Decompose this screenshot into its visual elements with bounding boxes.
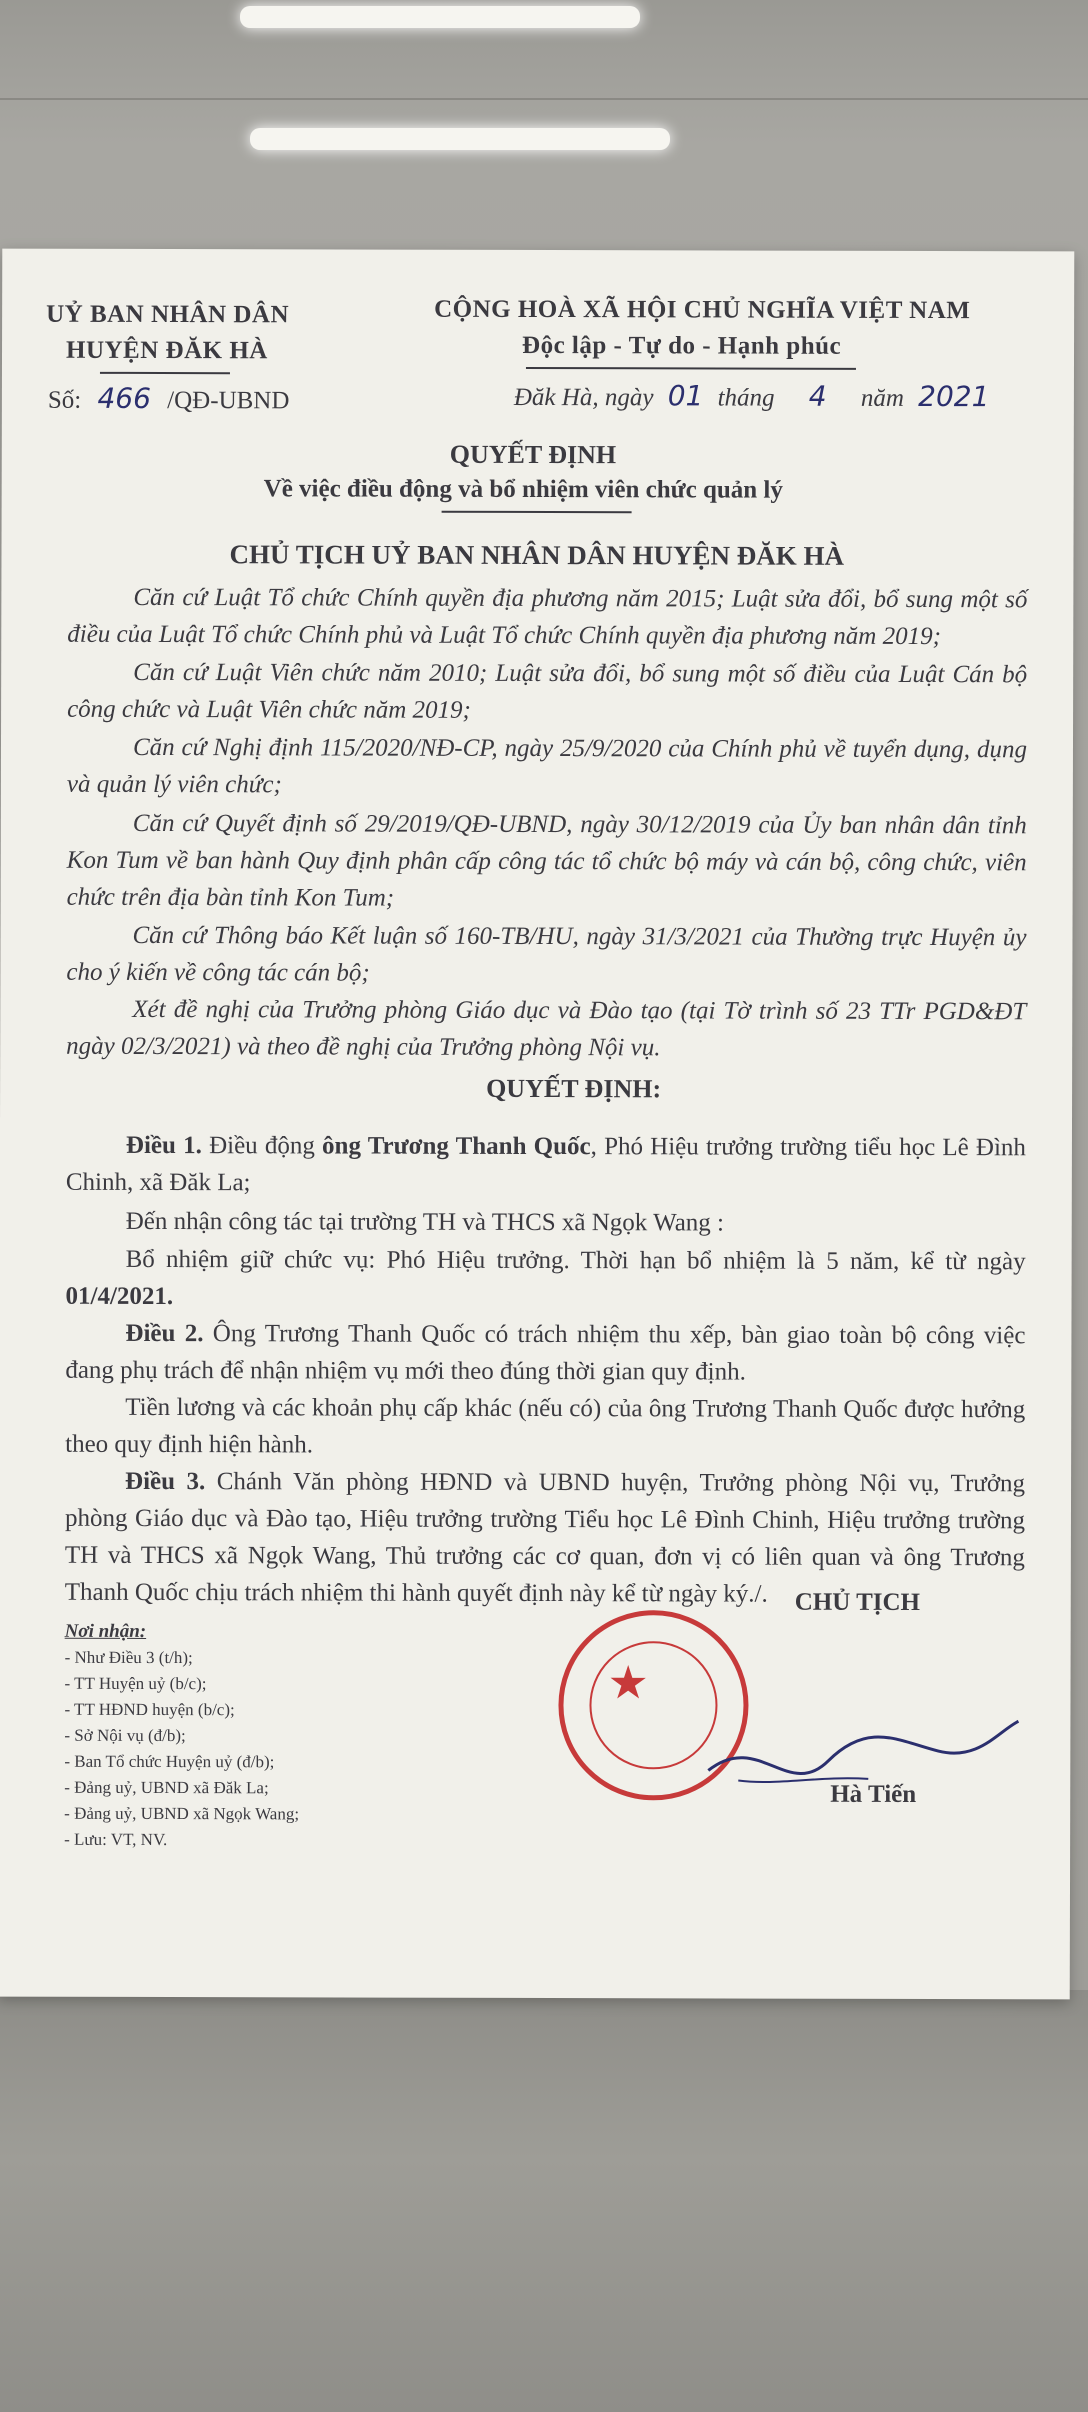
recipient-item: - Ban Tổ chức Huyện uỷ (đ/b); <box>64 1751 275 1772</box>
recipient-item: - Lưu: VT, NV. <box>64 1829 168 1850</box>
org-underline <box>100 372 230 374</box>
recipient-item: - Đảng uỷ, UBND xã Ngọk Wang; <box>64 1803 300 1824</box>
legal-basis-4 <box>67 805 1027 919</box>
article-1-line2-text: Đến nhận công tác tại trường TH và THCS xã Ngọk Wang : <box>125 1207 725 1237</box>
motto-underline <box>526 367 856 370</box>
article-1-date: 01/4/2021. <box>65 1282 174 1311</box>
signer-name: Hà Tiến <box>830 1780 917 1808</box>
article-2-text: Ông Trương Thanh Quốc có trách nhiệm thu xếp, bàn giao toàn bộ công việc đang phụ trách để nhận nhiệm vụ mới theo đúng thời gian quy định. <box>65 1320 1026 1386</box>
article-1-person: ông Trương Thanh Quốc <box>322 1132 591 1161</box>
legal-basis-1 <box>67 579 1027 656</box>
ceiling-light-reflection <box>240 6 640 28</box>
recipient-item: - TT HĐND huyện (b/c); <box>64 1699 235 1720</box>
article-2-line2-text: Tiền lương và các khoản phụ cấp khác (nếu có) của ông Trương Thanh Quốc được hưởng theo quy định hiện hành. <box>65 1393 1026 1459</box>
ceiling-light-reflection <box>250 128 670 150</box>
subject-underline <box>442 511 632 513</box>
legal-basis-text: Căn cứ Thông báo Kết luận số 160-TB/HU, ngày 31/3/2021 của Thường trực Huyện ủy cho ý kiến về công tác cán bộ; <box>66 921 1027 987</box>
article-3-text: Chánh Văn phòng HĐND và UBND huyện, Trưởng phòng Nội vụ, Trưởng phòng Giáo dục và Đào tạo, Hiệu trưởng trường Tiểu học Lê Đình Chinh, Hiệu trưởng trường TH và THCS xã Ngọk Wang, Thủ trưởng các cơ quan, đơn vị có liên quan và ông Trương Thanh Quốc chịu trách nhiệm thi hành quyết định này kể từ ngày ký./. <box>64 1468 1026 1608</box>
legal-basis-3 <box>67 729 1027 806</box>
legal-basis-5 <box>66 917 1026 994</box>
day-handwritten: 01 <box>667 379 704 413</box>
recipient-item: - TT Huyện uỷ (b/c); <box>64 1673 207 1694</box>
article-1-line2 <box>66 1203 1026 1243</box>
document-title: QUYẾT ĐỊNH <box>449 439 617 470</box>
article-1 <box>66 1127 1026 1204</box>
article-1-line3-text: Bổ nhiệm giữ chức vụ: Phó Hiệu trưởng. Thời hạn bổ nhiệm là 5 năm, kể từ ngày <box>125 1245 1026 1276</box>
legal-basis-text: Căn cứ Quyết định số 29/2019/QĐ-UBND, ngày 30/12/2019 của Ủy ban nhân dân tỉnh Kon Tum về ban hành Quy định phân cấp công tác tổ chức bộ máy và cán bộ, công chức, viên chức trên địa bàn tỉnh Kon Tum; <box>66 809 1027 912</box>
floor-surface <box>0 1990 1088 2412</box>
recipient-item: - Đảng uỷ, UBND xã Đăk La; <box>64 1777 269 1798</box>
recipient-item: - Sở Nội vụ (đ/b); <box>64 1725 186 1746</box>
recipients-heading: Nơi nhận: <box>64 1620 147 1642</box>
article-3-label: Điều 3. <box>125 1467 206 1496</box>
motto: Độc lập - Tự do - Hạnh phúc <box>522 331 842 360</box>
issuing-authority: CHỦ TỊCH UỶ BAN NHÂN DÂN HUYỆN ĐĂK HÀ <box>229 539 845 571</box>
floor-seam <box>0 98 1088 100</box>
org-name-line2: HUYỆN ĐĂK HÀ <box>65 336 268 365</box>
so-suffix: /QĐ-UBND <box>167 387 290 415</box>
article-2-line2 <box>65 1389 1025 1466</box>
legal-basis-text: Xét đề nghị của Trưởng phòng Giáo dục và Đào tạo (tại Tờ trình số 23 TTr PGD&ĐT ngày 02/3/2021) và theo đề nghị của Trưởng phòng Nội vụ. <box>66 995 1027 1062</box>
article-2 <box>65 1315 1025 1392</box>
article-2-label: Điều 2. <box>125 1319 204 1348</box>
seal-emblem-star: ★ <box>607 1657 649 1709</box>
legal-basis-text: Căn cứ Luật Viên chức năm 2010; Luật sửa đổi, bổ sung một số điều của Luật Cán bộ công chức và Luật Viên chức năm 2019; <box>67 658 1028 724</box>
decision-document <box>0 249 1074 2000</box>
month-handwritten: 4 <box>808 379 827 413</box>
place-date-prefix: Đăk Hà, ngày <box>513 383 654 412</box>
document-subject: Về việc điều động và bổ nhiệm viên chức quản lý <box>263 475 783 504</box>
legal-basis-2 <box>67 654 1027 731</box>
year-handwritten: 2021 <box>918 379 990 414</box>
article-1-text-post: , Phó Hiệu trưởng trường tiểu học Lê Đình Chinh, xã Đăk La; <box>65 1133 1026 1197</box>
article-1-line3 <box>65 1241 1025 1318</box>
recipient-item: - Như Điều 3 (t/h); <box>64 1647 193 1668</box>
so-label: Số: <box>47 386 82 414</box>
year-label: năm <box>860 384 904 412</box>
legal-basis-6 <box>66 991 1026 1068</box>
doc-number <box>48 381 290 420</box>
article-1-label: Điều 1. <box>125 1131 202 1160</box>
org-name-line1: UỶ BAN NHÂN DÂN <box>46 300 290 329</box>
article-1-text-pre: Điều động <box>201 1132 323 1160</box>
legal-basis-text: Căn cứ Nghị định 115/2020/NĐ-CP, ngày 25/9/2020 của Chính phủ về tuyển dụng, dụng và quản lý viên chức; <box>66 733 1028 799</box>
month-label: tháng <box>717 384 775 412</box>
recipients-block <box>64 1619 299 1854</box>
decision-heading: QUYẾT ĐỊNH: <box>486 1073 662 1104</box>
signer-role: CHỦ TỊCH <box>794 1588 921 1617</box>
so-number-handwritten: 466 <box>97 381 152 415</box>
legal-basis-text: Căn cứ Luật Tổ chức Chính quyền địa phương năm 2015; Luật sửa đổi, bổ sung một số điều của Luật Tổ chức Chính phủ và Luật Tổ chức Chính quyền địa phương năm 2019; <box>67 583 1028 651</box>
place-date <box>514 378 990 417</box>
country-name: CỘNG HOÀ XÃ HỘI CHỦ NGHĨA VIỆT NAM <box>434 295 971 325</box>
